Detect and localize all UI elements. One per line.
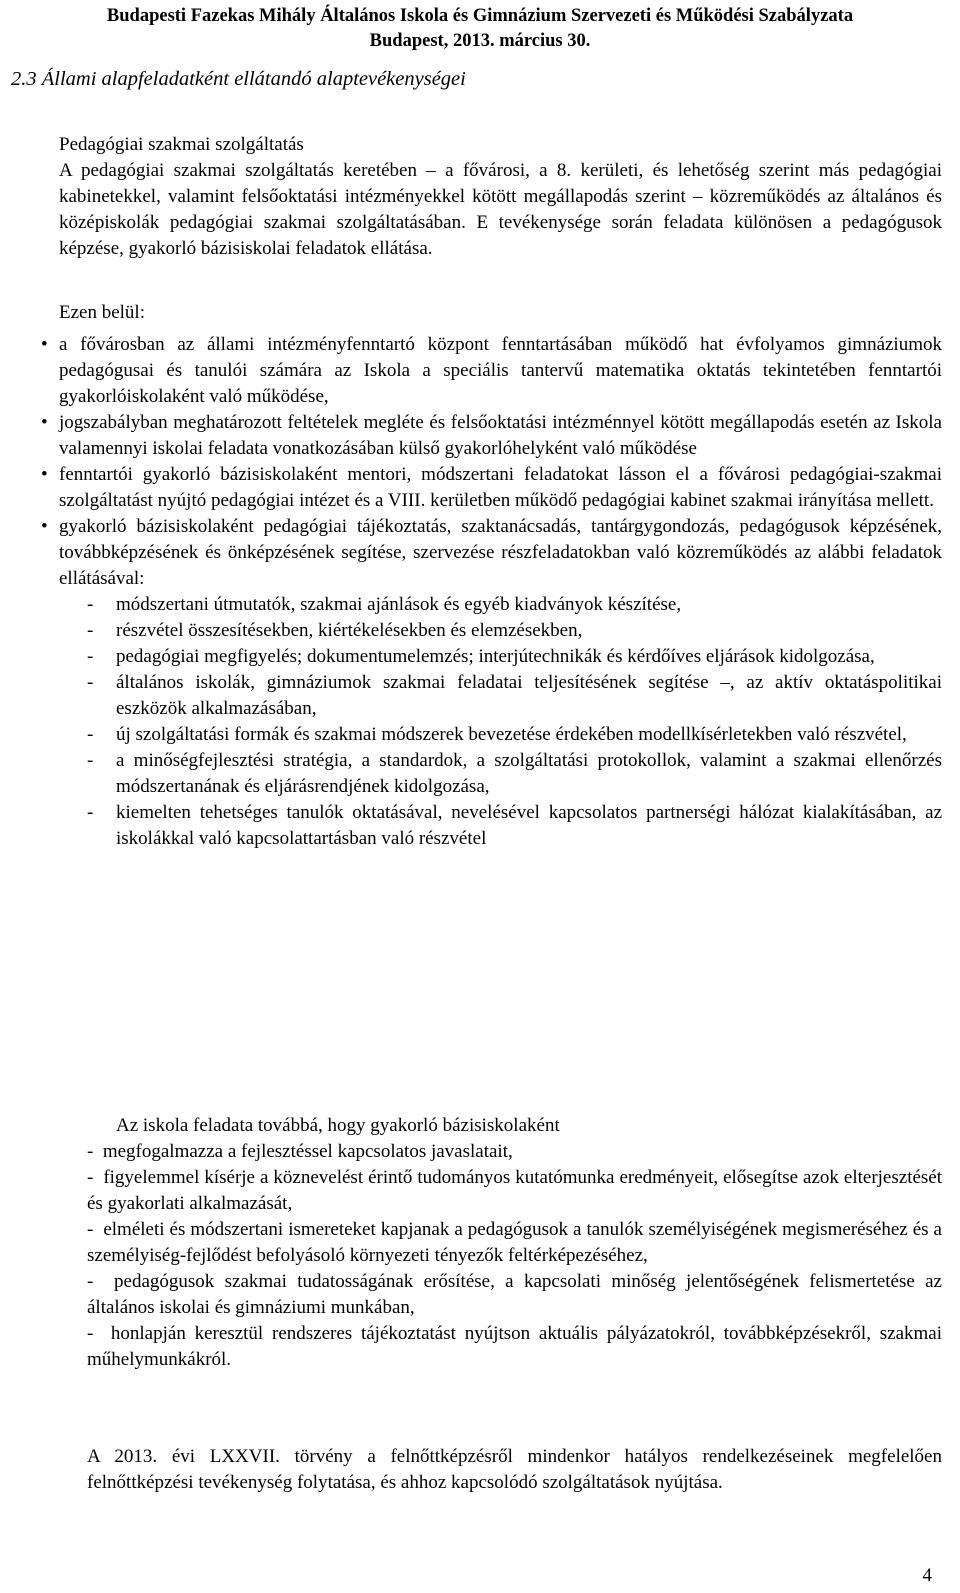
further-item: - elméleti és módszertani ismereteket kapjanak a pedagógusok a tanulók személyiségének megismeréséhez és a személyiség-fejlődést befolyásoló környezeti tényezők feltérképezéséhez, <box>87 1217 942 1269</box>
bullet-item: • jogszabályban meghatározott feltételek megléte és felsőoktatási intézménnyel kötött megállapodás esetén az Iskola valamennyi iskolai feladata vonatkozásában külső gyakorlóhelyként való működése <box>35 410 942 462</box>
intro-paragraph: A pedagógiai szakmai szolgáltatás keretében – a fővárosi, a 8. kerületi, és lehetőség szerint más pedagógiai kabinetekkel, valamint felsőoktatási intézményekkel kötött megállapodás szerint – közreműködés az általános és középiskolák pedagógiai szakmai szolgáltatásában. E tevékenysége során feladata különösen a pedagógusok képzése, gyakorló bázisiskolai feladatok ellátása. <box>59 160 942 259</box>
bullet-item: • a fővárosban az állami intézményfenntartó központ fenntartásában működő hat évfolyamos gimnáziumok pedagógusai és tanulói számára az Iskola a speciális tantervű matematika oktatás tekintetében fenntartói gyakorlóiskolaként való működése, <box>35 332 942 410</box>
dash-item: - általános iskolák, gimnáziumok szakmai feladatai teljesítésének segítése –, az aktív oktatáspolitikai eszközök alkalmazásában, <box>87 670 942 722</box>
intro-subtitle: Pedagógiai szakmai szolgáltatás <box>59 134 304 155</box>
dash-item: - a minőségfejlesztési stratégia, a standardok, a szolgáltatási protokollok, valamint a szakmai ellenőrzés módszertanának és eljárásrendjének kidolgozása, <box>87 748 942 800</box>
dash-item: - kiemelten tehetséges tanulók oktatásával, nevelésével kapcsolatos partnerségi hálózat kialakításában, az iskolákkal való kapcsolattartásban való részvétel <box>87 800 942 852</box>
header-date: Budapest, 2013. március 30. <box>369 31 591 51</box>
section-heading: 2.3 Állami alapfeladatként ellátandó alaptevékenységei <box>11 68 466 90</box>
further-item: - megfogalmazza a fejlesztéssel kapcsolatos javaslatait, <box>87 1139 942 1165</box>
further-label: Az iskola feladata továbbá, hogy gyakorló bázisiskolaként <box>116 1115 560 1136</box>
dash-item: - pedagógiai megfigyelés; dokumentumelemzés; interjútechnikák és kérdőíves eljárások kidolgozása, <box>87 644 942 670</box>
dash-item: - új szolgáltatási formák és szakmai módszerek bevezetése érdekében modellkísérletekben való részvétel, <box>87 722 942 748</box>
dash-item: - módszertani útmutatók, szakmai ajánlások és egyéb kiadványok készítése, <box>87 592 942 618</box>
further-list <box>87 1139 942 1373</box>
further-item: - pedagógusok szakmai tudatosságának erősítése, a kapcsolati minőség jelentőségének felismertetése az általános iskolai és gimnáziumi munkában, <box>87 1269 942 1321</box>
dash-item: - részvétel összesítésekben, kiértékelésekben és elemzésekben, <box>87 618 942 644</box>
document-header <box>0 4 960 54</box>
bullet-item: • gyakorló bázisiskolaként pedagógiai tájékoztatás, szaktanácsadás, tantárgygondozás, pedagógusok képzésének, továbbképzésének és önképzésének segítése, szervezése részfeladatokban való közreműködés az alábbi feladatok ellátásával: <box>35 514 942 592</box>
within-list <box>0 332 942 852</box>
further-item: - figyelemmel kísérje a köznevelést érintő tudományos kutatómunka eredményeit, elősegítse azok elterjesztését és gyakorlati alkalmazását, <box>87 1165 942 1217</box>
closing-paragraph: A 2013. évi LXXVII. törvény a felnőttképzésről mindenkor hatályos rendelkezéseinek megfelelően felnőttképzési tevékenység folytatása, és ahhoz kapcsolódó szolgáltatások nyújtása. <box>87 1446 942 1493</box>
further-item: - honlapján keresztül rendszeres tájékoztatást nyújtson aktuális pályázatokról, továbbképzésekről, szakmai műhelymunkákról. <box>87 1321 942 1373</box>
bullet-item: • fenntartói gyakorló bázisiskolaként mentori, módszertani feladatokat lásson el a fővárosi pedagógiai-szakmai szolgáltatást nyújtó pedagógiai intézet és a VIII. kerületben működő pedagógiai kabinet szakmai irányítása mellett. <box>35 462 942 514</box>
within-label: Ezen belül: <box>59 302 145 323</box>
header-title: Budapesti Fazekas Mihály Általános Iskola és Gimnázium Szervezeti és Működési Szabályzata <box>106 6 854 26</box>
page-number: 4 <box>922 1565 932 1586</box>
